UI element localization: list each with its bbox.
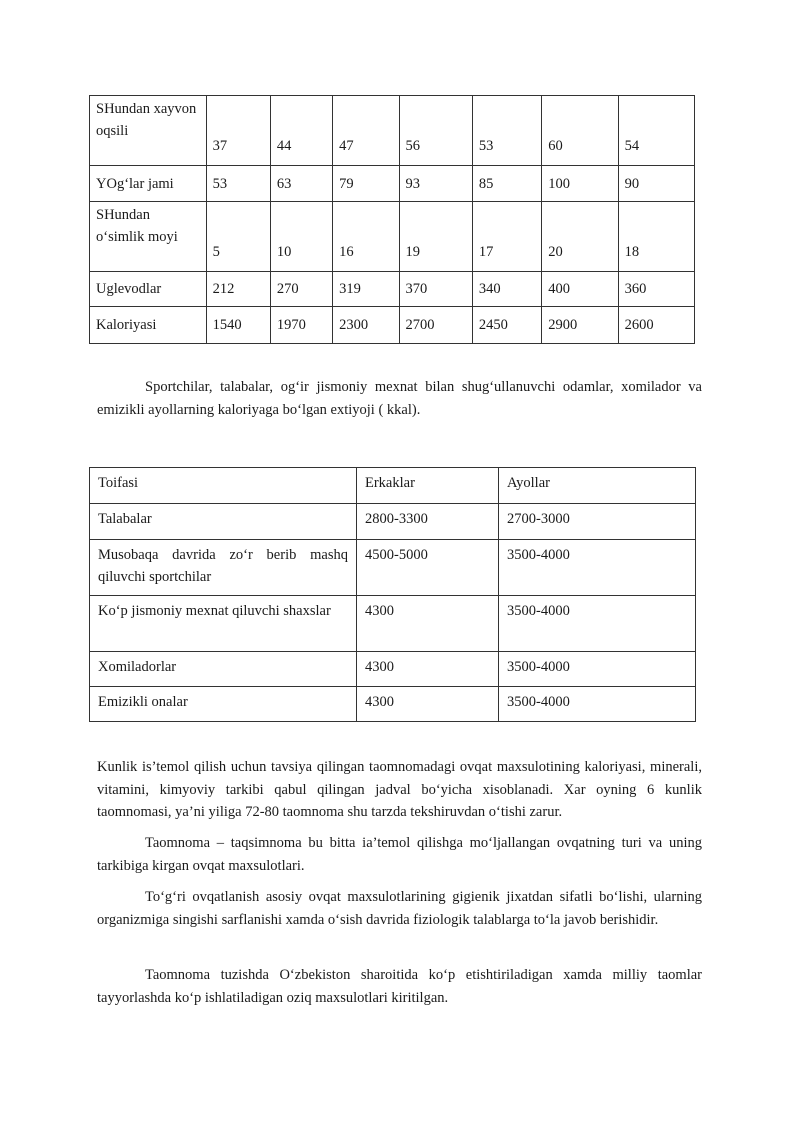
table-cell: 60	[542, 96, 618, 166]
table-cell: 53	[206, 166, 270, 202]
table-cell: 17	[472, 202, 541, 272]
column-header: Toifasi	[90, 468, 357, 504]
table-cell: 270	[270, 272, 332, 307]
row-label: YOg‘lar jami	[90, 166, 207, 202]
table-row	[90, 166, 695, 202]
table-cell: 2300	[333, 307, 399, 344]
table-cell: 47	[333, 96, 399, 166]
category-cell: Ko‘p jismoniy mexnat qiluvchi shaxslar	[90, 596, 357, 652]
table-cell: 400	[542, 272, 618, 307]
table-cell: 85	[472, 166, 541, 202]
table-cell: 93	[399, 166, 472, 202]
table-cell: 212	[206, 272, 270, 307]
category-cell: Xomiladorlar	[90, 652, 357, 687]
column-header: Erkaklar	[357, 468, 499, 504]
intro-paragraph: Sportchilar, talabalar, og‘ir jismoniy mexnat bilan shug‘ullanuvchi odamlar, xomilador va emizikli ayollarning kaloriyaga bo‘lgan extiyoji ( kkal).	[97, 379, 702, 418]
table-cell: 53	[472, 96, 541, 166]
table-cell: 1970	[270, 307, 332, 344]
row-label: Kaloriyasi	[90, 307, 207, 344]
table-cell: 56	[399, 96, 472, 166]
table-cell: 18	[618, 202, 694, 272]
table-cell: 90	[618, 166, 694, 202]
column-header: Ayollar	[499, 468, 696, 504]
category-cell: Musobaqa davrida zo‘r berib mashq qiluvchi sportchilar	[90, 540, 357, 596]
value-cell: 3500-4000	[499, 596, 696, 652]
body-paragraph-1: Kunlik is’temol qilish uchun tavsiya qilingan taomnomadagi ovqat maxsulotining kaloriyasi, minerali, vitamini, kimyoviy tarkibi qabul qilingan jadval bo‘yicha xisoblanadi. Xar oyning 6 kunlik taomnomasi, ya’ni yiliga 72-80 taomnoma shu tarzda tekshiruvdan o‘tishi zarur.	[97, 759, 702, 820]
table-row	[90, 307, 695, 344]
table-cell: 54	[618, 96, 694, 166]
value-cell: 3500-4000	[499, 540, 696, 596]
table-row	[90, 504, 696, 540]
value-cell: 3500-4000	[499, 687, 696, 722]
category-cell: Talabalar	[90, 504, 357, 540]
table-cell: 340	[472, 272, 541, 307]
table-cell: 20	[542, 202, 618, 272]
nutrition-table	[89, 95, 695, 344]
table-cell: 360	[618, 272, 694, 307]
table-cell: 370	[399, 272, 472, 307]
row-label: SHundan xayvon oqsili	[90, 96, 207, 166]
table-cell: 100	[542, 166, 618, 202]
value-cell: 2800-3300	[357, 504, 499, 540]
table-cell: 79	[333, 166, 399, 202]
table-cell: 2600	[618, 307, 694, 344]
table-cell: 37	[206, 96, 270, 166]
body-paragraph-3: To‘g‘ri ovqatlanish asosiy ovqat maxsulotlarining gigienik jixatdan sifatli bo‘lishi, ularning organizmiga singishi sarflanishi xamda o‘sish davrida fiziologik talablarga to‘la javob berishidir.	[97, 889, 702, 928]
table-cell: 19	[399, 202, 472, 272]
body-paragraph-4: Taomnoma tuzishda O‘zbekiston sharoitida ko‘p etishtiriladigan xamda milliy taomlar tayyorlashda ko‘p ishlatiladigan oziq maxsulotlari kiritilgan.	[97, 967, 702, 1006]
table-cell: 16	[333, 202, 399, 272]
table-cell: 5	[206, 202, 270, 272]
table-row	[90, 687, 696, 722]
table-header-row	[90, 468, 696, 504]
value-cell: 4300	[357, 596, 499, 652]
table-row	[90, 596, 696, 652]
table-cell: 319	[333, 272, 399, 307]
value-cell: 3500-4000	[499, 652, 696, 687]
table-row	[90, 272, 695, 307]
table-cell: 2450	[472, 307, 541, 344]
table-row	[90, 540, 696, 596]
table-cell: 63	[270, 166, 332, 202]
category-cell: Emizikli onalar	[90, 687, 357, 722]
value-cell: 4300	[357, 652, 499, 687]
calorie-needs-table	[89, 467, 696, 722]
table-cell: 1540	[206, 307, 270, 344]
value-cell: 2700-3000	[499, 504, 696, 540]
table-row	[90, 202, 695, 272]
table-cell: 2900	[542, 307, 618, 344]
row-label: Uglevodlar	[90, 272, 207, 307]
row-label: SHundan o‘simlik moyi	[90, 202, 207, 272]
table-cell: 44	[270, 96, 332, 166]
table-row	[90, 652, 696, 687]
table-cell: 10	[270, 202, 332, 272]
table-cell: 2700	[399, 307, 472, 344]
body-paragraph-2: Taomnoma – taqsimnoma bu bitta ia’temol qilishga mo‘ljallangan ovqatning turi va uning tarkibiga kirgan ovqat maxsulotlari.	[97, 835, 702, 874]
table-row	[90, 96, 695, 166]
value-cell: 4300	[357, 687, 499, 722]
value-cell: 4500-5000	[357, 540, 499, 596]
